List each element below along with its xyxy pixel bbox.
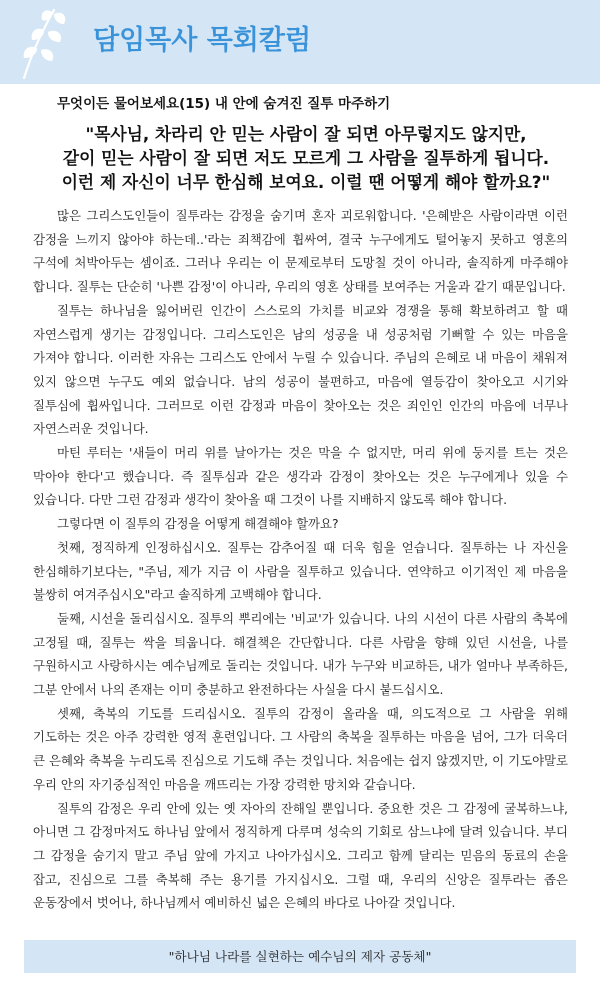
leaf-branch-icon: [10, 4, 76, 80]
article-paragraph: 많은 그리스도인들이 질투라는 감정을 숨기며 혼자 괴로워합니다. '은혜받은 사람이라면 이런 감정을 느끼지 않아야 하는데..'라는 죄책감에 휩싸여, 결국 누구에게도 털어놓지 못하고 영혼의 구석에 처박아두는 셈이죠. 그러나 우리는 이 문제로부터 도망칠 것이 아니라, 솔직하게 마주해야 합니다. 질투는 단순히 '나쁜 감정'이 아니라, 우리의 영혼 상태를 보여주는 거울과 같기 때문입니다.: [33, 208, 568, 295]
header-band: [0, 0, 600, 84]
article-paragraph: 첫째, 정직하게 인정하십시오. 질투는 감추어질 때 더욱 힘을 얻습니다. 질투하는 나 자신을 한심해하기보다는, "주님, 제가 지금 이 사람을 질투하고 있습니다. 연약하고 이기적인 제 마음을 불쌍히 여겨주십시오"라고 솔직하게 고백해야 합니다.: [33, 539, 568, 603]
article-paragraph: 질투는 하나님을 잃어버린 인간이 스스로의 가치를 비교와 경쟁을 통해 확보하려고 할 때 자연스럽게 생기는 감정입니다. 그리스도인은 남의 성공을 내 성공처럼 기뻐할 수 있는 마음을 가져야 합니다. 이러한 자유는 그리스도 안에서 누릴 수 있습니다. 주님의 은혜로 내 마음이 채워져 있지 않으면 누구도 예외 없습니다. 남의 성공이 불편하고, 마음에 열등감이 찾아오고 시기와 질투심에 휩싸입니다. 그러므로 이런 감정과 마음이 찾아오는 것은 죄인인 인간의 마음에 너무나 자연스러운 것입니다.: [33, 302, 568, 437]
footer-motto-band: [24, 940, 576, 973]
page-title: 담임목사 목회칼럼: [93, 25, 312, 56]
article-paragraph: 둘째, 시선을 돌리십시오. 질투의 뿌리에는 '비교'가 있습니다. 나의 시선이 다른 사람의 축복에 고정될 때, 질투는 싹을 틔웁니다. 해결책은 간단합니다. 다른 사람을 향해 있던 시선을, 나를 구원하시고 사랑하시는 예수님께로 돌리는 것입니다. 내가 누구와 비교하든, 내가 얼마나 부족하든, 그분 안에서 나의 존재는 이미 충분하고 완전하다는 사실을 다시 붙드십시오.: [33, 610, 568, 698]
question-line: "목사님, 차라리 안 믿는 사람이 잘 되면 아무렇지도 않지만,: [85, 124, 527, 144]
article-paragraph: 셋째, 축복의 기도를 드리십시오. 질투의 감정이 올라올 때, 의도적으로 그 사람을 위해 기도하는 것은 아주 강력한 영적 훈련입니다. 그 사람의 축복을 질투하는 마음을 넘어, 그가 더욱더 큰 은혜와 축복을 누리도록 진심으로 기도해 주는 것입니다. 처음에는 쉽지 않겠지만, 이 기도야말로 우리 안의 자기중심적인 마음을 깨뜨리는 가장 강력한 망치와 같습니다.: [33, 705, 568, 792]
question-line: 같이 믿는 사람이 잘 되면 저도 모르게 그 사람을 질투하게 됩니다.: [62, 148, 550, 168]
article-paragraph: 질투의 감정은 우리 안에 있는 옛 자아의 잔해일 뿐입니다. 중요한 것은 그 감정에 굴복하느냐, 아니면 그 감정마저도 하나님 앞에서 정직하게 다루며 성숙의 기회로 삼느냐에 달려 있습니다. 부디 그 감정을 숨기지 말고 주님 앞에 가지고 나아가십시오. 그리고 함께 달리는 믿음의 동료의 손을 잡고, 진심으로 그를 축복해 주는 용기를 가지십시오. 그럴 때, 우리의 신앙은 질투라는 좁은 운동장에서 벗어나, 하나님께서 예비하신 넓은 은혜의 바다로 나아갈 것입니다.: [33, 800, 568, 911]
footer-motto: "하나님 나라를 실현하는 예수님의 제자 공동체": [168, 949, 432, 964]
question-quote: [36, 122, 576, 194]
article-paragraph: 그렇다면 이 질투의 감정을 어떻게 해결해야 할까요?: [57, 516, 339, 532]
question-line: 이런 제 자신이 너무 한심해 보여요. 이럴 땐 어떻게 해야 할까요?": [61, 172, 551, 192]
article-body: [33, 204, 568, 915]
column-subtitle: 무엇이든 물어보세요(15) 내 안에 숨겨진 질투 마주하기: [57, 96, 391, 112]
article-paragraph: 마틴 루터는 '새들이 머리 위를 날아가는 것은 막을 수 없지만, 머리 위에 둥지를 트는 것은 막아야 한다'고 했습니다. 즉 질투심과 같은 생각과 감정이 찾아오는 것은 누구에게나 있을 수 있습니다. 다만 그런 감정과 생각이 찾아올 때 그것이 나를 지배하지 않도록 해야 합니다.: [33, 445, 568, 508]
